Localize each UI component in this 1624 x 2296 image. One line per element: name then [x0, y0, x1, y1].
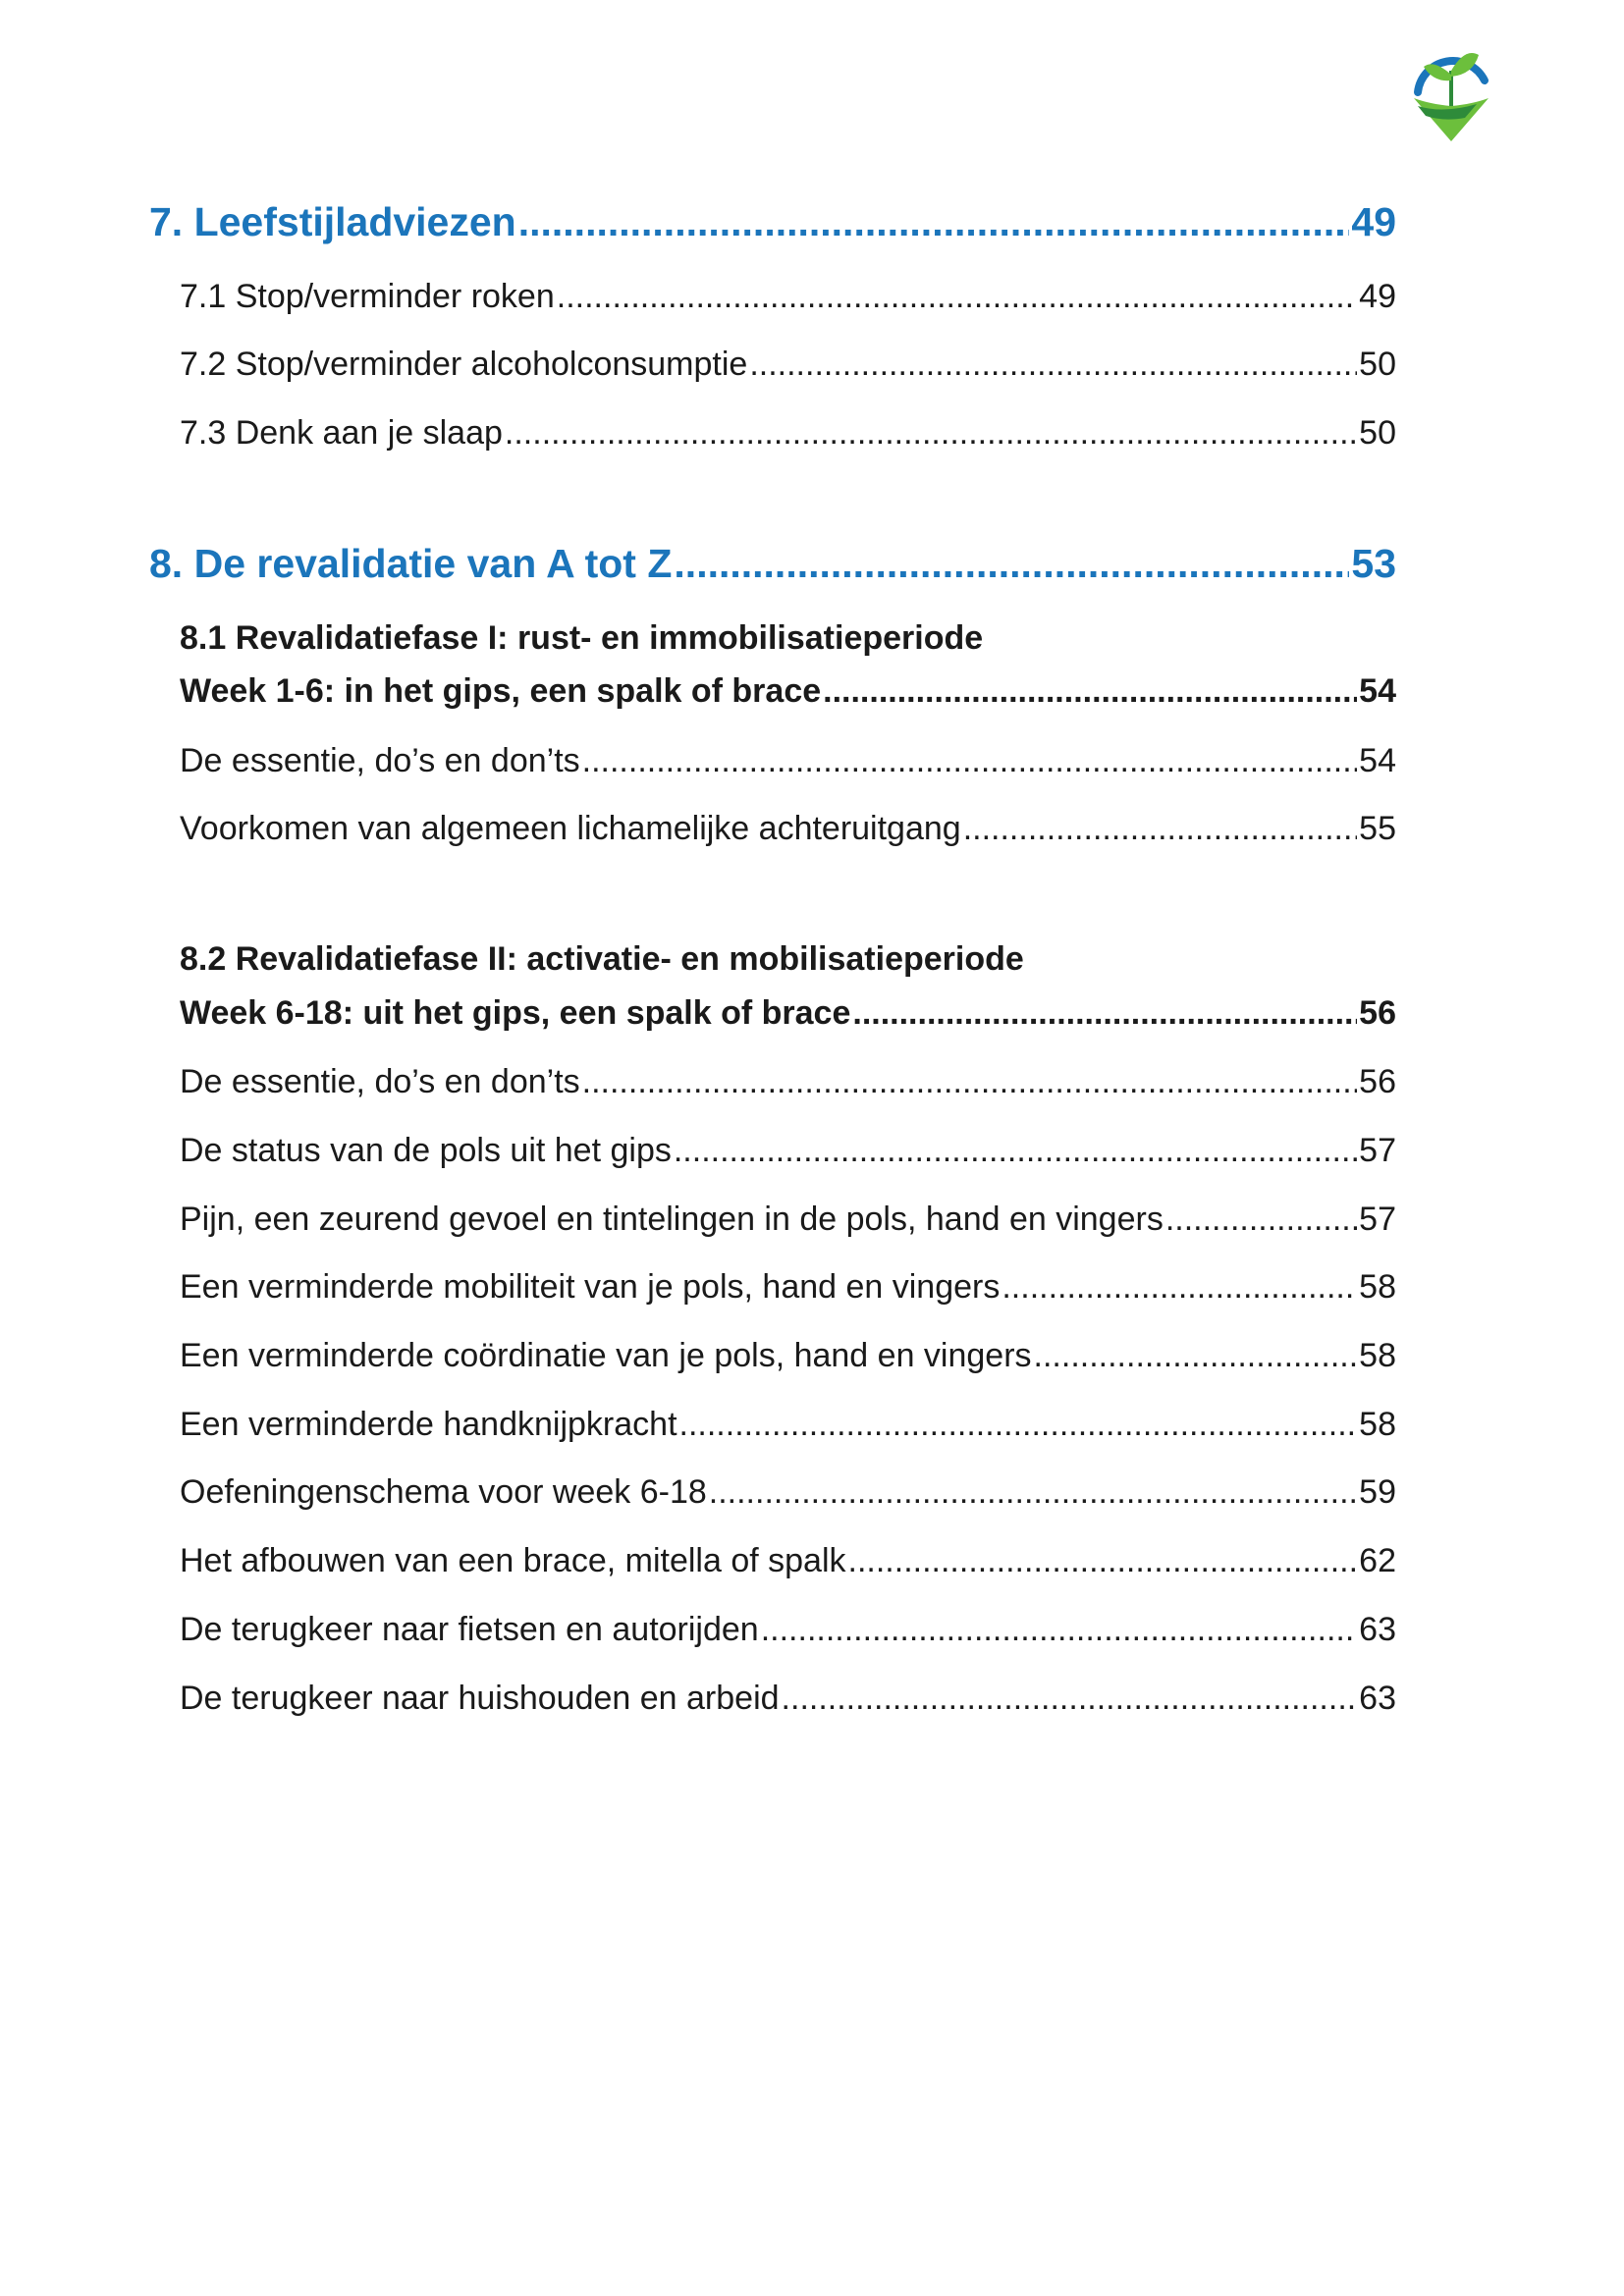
- toc-page-number: 58: [1359, 1268, 1396, 1306]
- toc-item[interactable]: [180, 1611, 1396, 1649]
- toc-section-8-1[interactable]: [180, 672, 1396, 711]
- toc-page-number: 58: [1359, 1337, 1396, 1374]
- toc-page-number: 53: [1351, 541, 1396, 586]
- toc-item[interactable]: [180, 810, 1396, 848]
- toc-leader-dots: [782, 1680, 1358, 1718]
- toc-item[interactable]: [180, 742, 1396, 780]
- toc-page-number: 50: [1359, 414, 1396, 452]
- toc-section-8-2[interactable]: [180, 994, 1396, 1033]
- toc-item-title: Een verminderde mobiliteit van je pols, hand en vingers: [180, 1268, 1001, 1306]
- toc-item[interactable]: [180, 1542, 1396, 1580]
- toc-leader-dots: [709, 1473, 1357, 1512]
- toc-section-7-2[interactable]: [180, 346, 1396, 384]
- toc-section-8-1-heading: 8.1 Revalidatiefase I: rust- en immobilisatieperiode: [180, 619, 984, 657]
- toc-leader-dots: [674, 1132, 1357, 1170]
- toc-page-number: 57: [1359, 1132, 1396, 1169]
- toc-section-title: Week 6-18: uit het gips, een spalk of brace: [180, 994, 851, 1032]
- toc-item[interactable]: [180, 1406, 1396, 1444]
- toc-page-number: 57: [1359, 1201, 1396, 1238]
- toc-chapter-8[interactable]: [149, 541, 1396, 587]
- toc-leader-dots: [1001, 1268, 1357, 1307]
- toc-page-number: 50: [1359, 346, 1396, 383]
- toc-item[interactable]: [180, 1132, 1396, 1170]
- toc-item[interactable]: [180, 1337, 1396, 1375]
- toc-item-title: De essentie, do’s en don’ts: [180, 1063, 580, 1100]
- toc-item[interactable]: [180, 1201, 1396, 1239]
- toc-item[interactable]: [180, 1063, 1396, 1101]
- toc-page-number: 59: [1359, 1473, 1396, 1511]
- toc-leader-dots: [749, 346, 1357, 384]
- toc-page-number: 49: [1351, 199, 1396, 244]
- toc-section-title: 7.2 Stop/verminder alcoholconsumptie: [180, 346, 748, 383]
- toc-item-title: De terugkeer naar fietsen en autorijden: [180, 1611, 759, 1648]
- toc-item-title: Een verminderde handknijpkracht: [180, 1406, 677, 1443]
- toc-chapter-7[interactable]: [149, 199, 1396, 245]
- toc-leader-dots: [848, 1542, 1358, 1580]
- toc-leader-dots: [823, 672, 1357, 711]
- toc-leader-dots: [518, 199, 1350, 245]
- sprout-heart-logo: [1404, 41, 1498, 145]
- toc-leader-dots: [582, 742, 1358, 780]
- toc-section-title: 7.1 Stop/verminder roken: [180, 278, 555, 315]
- toc-leader-dots: [674, 541, 1349, 587]
- toc-leader-dots: [679, 1406, 1358, 1444]
- toc-page-number: 54: [1359, 742, 1396, 779]
- toc-page-number: 58: [1359, 1406, 1396, 1443]
- toc-page-number: 55: [1359, 810, 1396, 847]
- toc-item-title: Het afbouwen van een brace, mitella of spalk: [180, 1542, 846, 1579]
- toc-item-title: Oefeningenschema voor week 6-18: [180, 1473, 707, 1511]
- toc-leader-dots: [505, 414, 1357, 453]
- toc-page-number: 62: [1359, 1542, 1396, 1579]
- toc-section-7-3[interactable]: [180, 414, 1396, 453]
- toc-chapter-title: 8. De revalidatie van A tot Z: [149, 541, 673, 586]
- toc-item[interactable]: [180, 1680, 1396, 1718]
- toc-item-title: De terugkeer naar huishouden en arbeid: [180, 1680, 780, 1717]
- toc-section-7-1[interactable]: [180, 278, 1396, 316]
- toc-leader-dots: [557, 278, 1357, 316]
- toc-section-title: Week 1-6: in het gips, een spalk of brace: [180, 672, 822, 710]
- toc-chapter-title: 7. Leefstijladviezen: [149, 199, 516, 244]
- toc-page-number: 63: [1359, 1611, 1396, 1648]
- toc-page-number: 56: [1359, 994, 1396, 1032]
- toc-item-title: Pijn, een zeurend gevoel en tintelingen in de pols, hand en vingers: [180, 1201, 1164, 1238]
- toc-page-number: 56: [1359, 1063, 1396, 1100]
- toc-item-title: De status van de pols uit het gips: [180, 1132, 672, 1169]
- toc-item-title: Voorkomen van algemeen lichamelijke achteruitgang: [180, 810, 961, 847]
- toc-item[interactable]: [180, 1268, 1396, 1307]
- toc-item-title: De essentie, do’s en don’ts: [180, 742, 580, 779]
- toc-leader-dots: [1034, 1337, 1358, 1375]
- toc-leader-dots: [761, 1611, 1357, 1649]
- toc-section-title: 7.3 Denk aan je slaap: [180, 414, 503, 452]
- toc-leader-dots: [1165, 1201, 1357, 1239]
- toc-item[interactable]: [180, 1473, 1396, 1512]
- toc-leader-dots: [852, 994, 1357, 1033]
- toc-page-number: 49: [1359, 278, 1396, 315]
- toc-section-8-2-heading: 8.2 Revalidatiefase II: activatie- en mobilisatieperiode: [180, 940, 1024, 978]
- toc-leader-dots: [963, 810, 1357, 848]
- toc-page-number: 63: [1359, 1680, 1396, 1717]
- toc-leader-dots: [582, 1063, 1358, 1101]
- toc-item-title: Een verminderde coördinatie van je pols, hand en vingers: [180, 1337, 1032, 1374]
- toc-page-number: 54: [1359, 672, 1396, 710]
